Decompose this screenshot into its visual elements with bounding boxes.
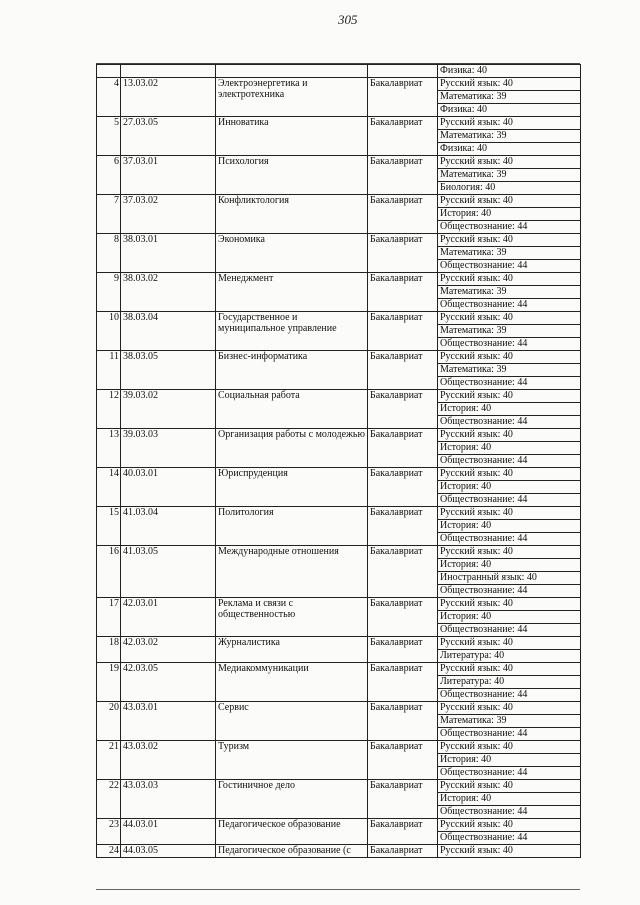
exam-score-cell: Литература: 40 xyxy=(438,650,581,663)
program-code-cell: 44.03.01 xyxy=(121,819,216,845)
row-number-cell: 23 xyxy=(97,819,121,845)
program-code-cell: 13.03.02 xyxy=(121,78,216,117)
exam-score-cell: История: 40 xyxy=(438,403,581,416)
exam-score-cell: Литература: 40 xyxy=(438,676,581,689)
program-name-cell: Международные отношения xyxy=(216,546,368,598)
exam-score-cell: Русский язык: 40 xyxy=(438,819,581,832)
row-number-cell: 16 xyxy=(97,546,121,598)
table-row xyxy=(97,663,581,676)
row-number-cell: 21 xyxy=(97,741,121,780)
program-code-cell: 39.03.02 xyxy=(121,390,216,429)
exam-score-cell: Русский язык: 40 xyxy=(438,845,581,858)
table-row xyxy=(97,845,581,858)
exam-score-cell: Математика: 39 xyxy=(438,715,581,728)
table-row xyxy=(97,819,581,832)
row-number-cell: 17 xyxy=(97,598,121,637)
program-code-cell: 42.03.01 xyxy=(121,598,216,637)
exam-score-cell: Обществознание: 44 xyxy=(438,221,581,234)
program-name-cell xyxy=(216,65,368,78)
table-row xyxy=(97,702,581,715)
program-name-cell: Бизнес-информатика xyxy=(216,351,368,390)
program-code-cell: 43.03.01 xyxy=(121,702,216,741)
program-code-cell: 42.03.05 xyxy=(121,663,216,702)
exam-score-cell: Математика: 39 xyxy=(438,130,581,143)
program-code-cell: 41.03.05 xyxy=(121,546,216,598)
program-code-cell: 39.03.03 xyxy=(121,429,216,468)
exam-score-cell: История: 40 xyxy=(438,754,581,767)
exam-score-cell: Обществознание: 44 xyxy=(438,689,581,702)
table-row xyxy=(97,195,581,208)
bottom-rule xyxy=(96,889,580,890)
row-number-cell: 8 xyxy=(97,234,121,273)
exam-score-cell: Обществознание: 44 xyxy=(438,338,581,351)
program-code-cell: 40.03.01 xyxy=(121,468,216,507)
row-number-cell: 15 xyxy=(97,507,121,546)
table-row xyxy=(97,78,581,91)
row-number-cell: 11 xyxy=(97,351,121,390)
program-code-cell: 43.03.02 xyxy=(121,741,216,780)
education-level-cell: Бакалавриат xyxy=(368,780,438,819)
table-row xyxy=(97,351,581,364)
program-name-cell: Педагогическое образование xyxy=(216,819,368,845)
program-name-cell: Психология xyxy=(216,156,368,195)
program-code-cell: 43.03.03 xyxy=(121,780,216,819)
table-row xyxy=(97,117,581,130)
exam-score-cell: Обществознание: 44 xyxy=(438,728,581,741)
program-name-cell: Инноватика xyxy=(216,117,368,156)
exam-score-cell: Русский язык: 40 xyxy=(438,598,581,611)
education-level-cell xyxy=(368,65,438,78)
program-code-cell: 38.03.02 xyxy=(121,273,216,312)
exam-score-cell: Русский язык: 40 xyxy=(438,351,581,364)
exam-score-cell: Русский язык: 40 xyxy=(438,273,581,286)
row-number-cell: 6 xyxy=(97,156,121,195)
exam-score-cell: Русский язык: 40 xyxy=(438,637,581,650)
education-level-cell: Бакалавриат xyxy=(368,351,438,390)
table-row xyxy=(97,234,581,247)
exam-score-cell: Математика: 39 xyxy=(438,91,581,104)
row-number-cell xyxy=(97,65,121,78)
program-name-cell: Конфликтология xyxy=(216,195,368,234)
exam-score-cell: Обществознание: 44 xyxy=(438,299,581,312)
table-row xyxy=(97,429,581,442)
exam-score-cell: Русский язык: 40 xyxy=(438,702,581,715)
education-level-cell: Бакалавриат xyxy=(368,598,438,637)
education-level-cell: Бакалавриат xyxy=(368,195,438,234)
exam-score-cell: Обществознание: 44 xyxy=(438,832,581,845)
exam-score-cell: Иностранный язык: 40 xyxy=(438,572,581,585)
exam-score-cell: Русский язык: 40 xyxy=(438,429,581,442)
row-number-cell: 9 xyxy=(97,273,121,312)
education-level-cell: Бакалавриат xyxy=(368,390,438,429)
program-code-cell: 38.03.05 xyxy=(121,351,216,390)
exam-score-cell: История: 40 xyxy=(438,611,581,624)
program-name-cell: Туризм xyxy=(216,741,368,780)
exam-score-cell: Математика: 39 xyxy=(438,169,581,182)
program-name-cell: Менеджмент xyxy=(216,273,368,312)
exam-score-cell: Обществознание: 44 xyxy=(438,806,581,819)
education-level-cell: Бакалавриат xyxy=(368,273,438,312)
row-number-cell: 12 xyxy=(97,390,121,429)
education-level-cell: Бакалавриат xyxy=(368,429,438,468)
education-level-cell: Бакалавриат xyxy=(368,312,438,351)
program-name-cell: Политология xyxy=(216,507,368,546)
program-name-cell: Медиакоммуникации xyxy=(216,663,368,702)
page-number: 305 xyxy=(338,12,358,27)
education-level-cell: Бакалавриат xyxy=(368,156,438,195)
exam-score-cell: Математика: 39 xyxy=(438,325,581,338)
exam-score-cell: Русский язык: 40 xyxy=(438,117,581,130)
exam-score-cell: Русский язык: 40 xyxy=(438,663,581,676)
exam-score-cell: История: 40 xyxy=(438,559,581,572)
row-number-cell: 13 xyxy=(97,429,121,468)
table-row xyxy=(97,507,581,520)
exam-score-cell: История: 40 xyxy=(438,208,581,221)
education-level-cell: Бакалавриат xyxy=(368,117,438,156)
table-body xyxy=(97,65,581,858)
exam-score-cell: Русский язык: 40 xyxy=(438,390,581,403)
row-number-cell: 5 xyxy=(97,117,121,156)
program-code-cell: 27.03.05 xyxy=(121,117,216,156)
row-number-cell: 22 xyxy=(97,780,121,819)
table-row xyxy=(97,273,581,286)
exam-score-cell: История: 40 xyxy=(438,442,581,455)
program-code-cell: 37.03.02 xyxy=(121,195,216,234)
program-code-cell: 38.03.01 xyxy=(121,234,216,273)
exam-score-cell: Русский язык: 40 xyxy=(438,546,581,559)
education-level-cell: Бакалавриат xyxy=(368,819,438,845)
exam-score-cell: Русский язык: 40 xyxy=(438,780,581,793)
table-row xyxy=(97,390,581,403)
exam-score-cell: Математика: 39 xyxy=(438,364,581,377)
exam-score-cell: Обществознание: 44 xyxy=(438,260,581,273)
row-number-cell: 4 xyxy=(97,78,121,117)
exam-score-cell: Физика: 40 xyxy=(438,65,581,78)
table-row xyxy=(97,156,581,169)
table-row xyxy=(97,741,581,754)
exam-score-cell: Русский язык: 40 xyxy=(438,468,581,481)
exam-score-cell: Биология: 40 xyxy=(438,182,581,195)
exam-score-cell: Физика: 40 xyxy=(438,104,581,117)
table-row xyxy=(97,546,581,559)
program-code-cell: 44.03.05 xyxy=(121,845,216,858)
education-level-cell: Бакалавриат xyxy=(368,468,438,507)
program-code-cell: 42.03.02 xyxy=(121,637,216,663)
education-level-cell: Бакалавриат xyxy=(368,663,438,702)
admission-table xyxy=(96,64,581,858)
exam-score-cell: Русский язык: 40 xyxy=(438,507,581,520)
education-level-cell: Бакалавриат xyxy=(368,845,438,858)
program-name-cell: Социальная работа xyxy=(216,390,368,429)
program-name-cell: Юриспруденция xyxy=(216,468,368,507)
program-name-cell: Гостиничное дело xyxy=(216,780,368,819)
program-name-cell: Организация работы с молодежью xyxy=(216,429,368,468)
exam-score-cell: Обществознание: 44 xyxy=(438,377,581,390)
exam-score-cell: Русский язык: 40 xyxy=(438,195,581,208)
education-level-cell: Бакалавриат xyxy=(368,78,438,117)
education-level-cell: Бакалавриат xyxy=(368,546,438,598)
exam-score-cell: Математика: 39 xyxy=(438,247,581,260)
program-name-cell: Журналистика xyxy=(216,637,368,663)
table-row xyxy=(97,780,581,793)
exam-score-cell: Русский язык: 40 xyxy=(438,78,581,91)
exam-score-cell: Обществознание: 44 xyxy=(438,494,581,507)
exam-score-cell: Обществознание: 44 xyxy=(438,455,581,468)
exam-score-cell: Обществознание: 44 xyxy=(438,416,581,429)
table-row xyxy=(97,468,581,481)
exam-score-cell: История: 40 xyxy=(438,520,581,533)
row-number-cell: 24 xyxy=(97,845,121,858)
table-row xyxy=(97,312,581,325)
row-number-cell: 7 xyxy=(97,195,121,234)
exam-score-cell: Русский язык: 40 xyxy=(438,234,581,247)
exam-score-cell: Физика: 40 xyxy=(438,143,581,156)
education-level-cell: Бакалавриат xyxy=(368,637,438,663)
program-name-cell: Экономика xyxy=(216,234,368,273)
exam-score-cell: Обществознание: 44 xyxy=(438,767,581,780)
exam-score-cell: Обществознание: 44 xyxy=(438,624,581,637)
row-number-cell: 18 xyxy=(97,637,121,663)
program-name-cell: Электроэнергетика и электротехника xyxy=(216,78,368,117)
exam-score-cell: Математика: 39 xyxy=(438,286,581,299)
education-level-cell: Бакалавриат xyxy=(368,234,438,273)
program-name-cell: Реклама и связи с общественностью xyxy=(216,598,368,637)
exam-score-cell: Обществознание: 44 xyxy=(438,585,581,598)
program-name-cell: Сервис xyxy=(216,702,368,741)
program-code-cell: 38.03.04 xyxy=(121,312,216,351)
table-row xyxy=(97,598,581,611)
program-code-cell xyxy=(121,65,216,78)
exam-score-cell: Русский язык: 40 xyxy=(438,312,581,325)
program-code-cell: 41.03.04 xyxy=(121,507,216,546)
table-row xyxy=(97,637,581,650)
education-level-cell: Бакалавриат xyxy=(368,741,438,780)
program-name-cell: Государственное и муниципальное управление xyxy=(216,312,368,351)
exam-score-cell: История: 40 xyxy=(438,793,581,806)
row-number-cell: 20 xyxy=(97,702,121,741)
program-name-cell: Педагогическое образование (с xyxy=(216,845,368,858)
exam-score-cell: Русский язык: 40 xyxy=(438,156,581,169)
table-row xyxy=(97,65,581,78)
exam-score-cell: Русский язык: 40 xyxy=(438,741,581,754)
row-number-cell: 19 xyxy=(97,663,121,702)
education-level-cell: Бакалавриат xyxy=(368,507,438,546)
program-code-cell: 37.03.01 xyxy=(121,156,216,195)
exam-score-cell: Обществознание: 44 xyxy=(438,533,581,546)
row-number-cell: 14 xyxy=(97,468,121,507)
row-number-cell: 10 xyxy=(97,312,121,351)
exam-score-cell: История: 40 xyxy=(438,481,581,494)
education-level-cell: Бакалавриат xyxy=(368,702,438,741)
